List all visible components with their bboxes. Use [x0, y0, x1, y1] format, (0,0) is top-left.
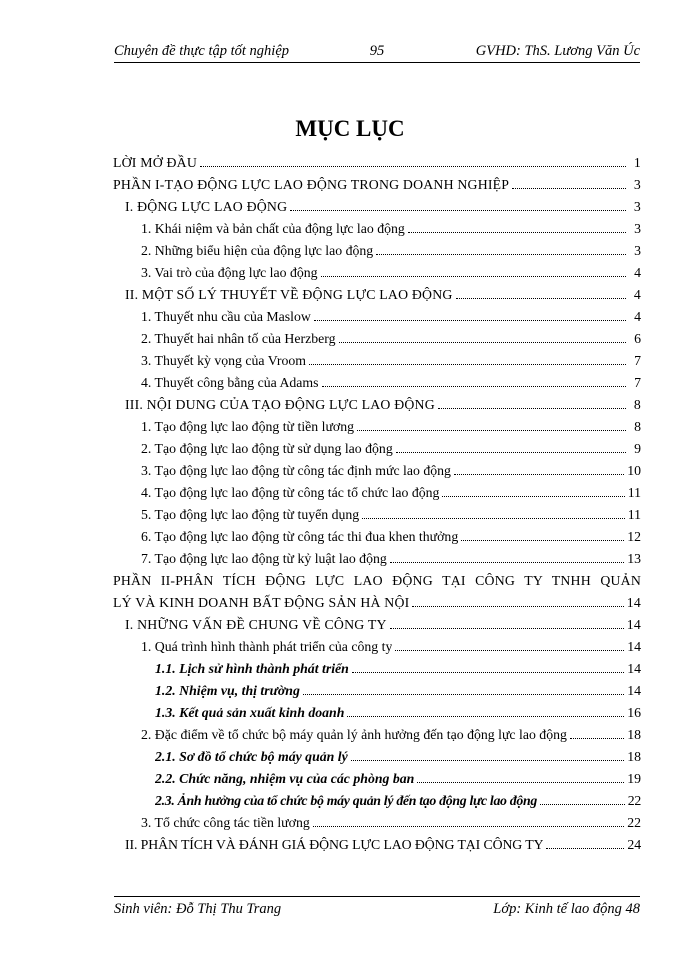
- toc-entry-page: 1: [633, 155, 641, 170]
- toc-entry-title: 2.2. Chức năng, nhiệm vụ của các phòng ban: [155, 771, 415, 786]
- toc-entry-page: 14: [626, 595, 641, 610]
- toc-entry[interactable]: [155, 682, 641, 699]
- toc-entry-line1[interactable]: PHẦN II-PHÂN TÍCH ĐỘNG LỰC LAO ĐỘNG TẠI CÔNG TY TNHH QUẢN: [113, 573, 641, 588]
- toc-entry-page: 11: [627, 507, 641, 522]
- toc-entry-title: 2.3. Ảnh hưởng của tổ chức bộ máy quản lý đến tạo động lực lao động: [155, 793, 537, 808]
- toc-entry-page: 13: [627, 551, 641, 566]
- toc-entry[interactable]: [141, 528, 641, 545]
- footer-class: Lớp: Kinh tế lao động 48: [493, 901, 640, 917]
- toc-entry-title: 1.3. Kết quả sản xuất kinh doanh: [155, 705, 345, 720]
- toc-leader: [347, 716, 624, 717]
- toc-entry-title: 1. Quá trình hình thành phát triển của công ty: [141, 639, 393, 654]
- toc-entry[interactable]: [141, 506, 641, 523]
- toc-entry-title: 3. Tạo động lực lao động từ công tác định mức lao động: [141, 463, 451, 478]
- toc-leader: [461, 540, 624, 541]
- toc-entry-title: 4. Thuyết công bằng của Adams: [141, 375, 319, 390]
- toc-entry[interactable]: [141, 242, 641, 259]
- toc-entry-title: 3. Thuyết kỳ vọng của Vroom: [141, 353, 306, 368]
- toc-entry[interactable]: [141, 418, 641, 435]
- toc-leader: [412, 606, 623, 607]
- toc-entry-title: 2.1. Sơ đồ tổ chức bộ máy quản lý: [155, 749, 348, 764]
- page-title: MỤC LỤC: [295, 116, 405, 141]
- toc-entry-page: 3: [633, 199, 641, 214]
- toc-entry-page: 18: [627, 749, 641, 764]
- toc-leader: [313, 826, 624, 827]
- toc-leader: [512, 188, 626, 189]
- toc-leader: [408, 232, 626, 233]
- toc-entry-page: 7: [634, 353, 641, 368]
- toc-leader: [290, 210, 626, 211]
- toc-leader: [351, 760, 624, 761]
- toc-entry-title: 1. Thuyết nhu cầu của Maslow: [141, 309, 311, 324]
- toc-leader: [362, 518, 625, 519]
- header-supervisor: GVHD: ThS. Lương Văn Úc: [475, 43, 640, 59]
- toc-entry[interactable]: [141, 220, 641, 237]
- toc-entry-title: 6. Tạo động lực lao động từ công tác thi đua khen thưởng: [141, 529, 459, 544]
- toc-entry-title: LỜI MỞ ĐẦU: [113, 155, 198, 170]
- toc-entry-page: 11: [627, 485, 641, 500]
- toc-entry-title: 2. Thuyết hai nhân tố của Herzberg: [141, 331, 336, 346]
- toc-entry-page: 22: [627, 793, 641, 808]
- toc-leader: [352, 672, 624, 673]
- toc-leader: [390, 628, 624, 629]
- toc-entry[interactable]: [125, 616, 641, 633]
- toc-entry-page: 16: [627, 705, 641, 720]
- toc-entry-title: PHẦN I-TẠO ĐỘNG LỰC LAO ĐỘNG TRONG DOANH NGHIỆP: [113, 177, 510, 192]
- toc-entry-title: II. MỘT SỐ LÝ THUYẾT VỀ ĐỘNG LỰC LAO ĐỘNG: [125, 287, 453, 302]
- toc-entry-title: 1.1. Lịch sử hình thành phát triển: [155, 661, 349, 676]
- toc-entry[interactable]: [141, 814, 641, 831]
- toc-entry-page: 3: [634, 221, 641, 236]
- toc-entry[interactable]: [113, 176, 641, 193]
- toc-entry-page: 18: [627, 727, 641, 742]
- toc-entry[interactable]: [141, 308, 641, 325]
- toc-leader: [438, 408, 626, 409]
- toc-entry[interactable]: [155, 660, 641, 677]
- toc-entry-title: 5. Tạo động lực lao động từ tuyển dụng: [141, 507, 360, 522]
- toc-leader: [417, 782, 624, 783]
- toc-entry[interactable]: [141, 374, 641, 391]
- page-header: [114, 40, 640, 63]
- toc-entry[interactable]: [155, 770, 641, 787]
- toc-entry-page: 14: [626, 617, 641, 632]
- toc-entry-page: 9: [634, 441, 641, 456]
- toc-entry-title: 2. Tạo động lực lao động từ sử dụng lao động: [141, 441, 393, 456]
- toc-entry[interactable]: [141, 638, 641, 655]
- toc-entry[interactable]: [141, 484, 641, 501]
- toc-entry-title: 1.2. Nhiệm vụ, thị trường: [155, 683, 300, 698]
- toc-entry[interactable]: [125, 286, 641, 303]
- toc-entry-title: I. ĐỘNG LỰC LAO ĐỘNG: [125, 199, 288, 214]
- toc-entry-title: 1. Khái niệm và bản chất của động lực lao động: [141, 221, 405, 236]
- toc-entry-page: 4: [634, 265, 641, 280]
- toc-entry[interactable]: [155, 748, 641, 765]
- page-footer: [114, 896, 640, 917]
- toc-entry[interactable]: [141, 462, 641, 479]
- toc-entry[interactable]: [125, 396, 641, 413]
- footer-student: Sinh viên: Đỗ Thị Thu Trang: [114, 901, 282, 917]
- toc-entry-page: 7: [634, 375, 641, 390]
- toc-entry-page: 6: [634, 331, 641, 346]
- toc-entry-page: 14: [627, 639, 641, 654]
- toc-entry-title: 1. Tạo động lực lao động từ tiền lương: [141, 419, 355, 434]
- toc-leader: [339, 342, 627, 343]
- toc-leader: [546, 848, 624, 849]
- toc-entry-title: II. PHÂN TÍCH VÀ ĐÁNH GIÁ ĐỘNG LỰC LAO ĐỘNG TẠI CÔNG TY: [125, 837, 544, 852]
- toc-entry[interactable]: [113, 594, 641, 611]
- toc-entry[interactable]: [155, 704, 641, 721]
- toc-leader: [396, 452, 626, 453]
- toc-entry-page: 12: [627, 529, 641, 544]
- toc-entry[interactable]: [141, 550, 641, 567]
- toc-entry-title: 4. Tạo động lực lao động từ công tác tổ chức lao động: [141, 485, 440, 500]
- toc-entry[interactable]: [141, 352, 641, 369]
- toc-entry[interactable]: [141, 330, 641, 347]
- toc-leader: [456, 298, 626, 299]
- toc-entry[interactable]: [141, 264, 641, 281]
- toc-leader: [395, 650, 624, 651]
- toc-entry-page: 4: [634, 309, 641, 324]
- toc-leader: [309, 364, 626, 365]
- toc-entry-page: 22: [627, 815, 641, 830]
- toc-entry-page: 24: [627, 837, 641, 852]
- toc-leader: [442, 496, 624, 497]
- toc-entry-title: 2. Đặc điểm về tổ chức bộ máy quản lý ảnh hưởng đến tạo động lực lao động: [141, 727, 567, 742]
- toc-leader: [321, 276, 626, 277]
- toc-leader: [200, 166, 626, 167]
- toc-entry-page: 19: [627, 771, 641, 786]
- toc-leader: [390, 562, 624, 563]
- toc-entry-page: 3: [633, 177, 641, 192]
- toc-entry-title: III. NỘI DUNG CỦA TẠO ĐỘNG LỰC LAO ĐỘNG: [125, 397, 435, 412]
- toc-entry-title: I. NHỮNG VẤN ĐỀ CHUNG VỀ CÔNG TY: [125, 617, 387, 632]
- toc-entry[interactable]: [141, 726, 641, 743]
- toc-leader: [314, 320, 626, 321]
- toc-entry-page: 10: [627, 463, 641, 478]
- toc-entry-page: 14: [627, 683, 641, 698]
- toc-entry-page: 8: [634, 419, 641, 434]
- toc-entry-page: 4: [633, 287, 641, 302]
- toc-entry[interactable]: [141, 440, 641, 457]
- toc-entry-title: 3. Tổ chức công tác tiền lương: [141, 815, 310, 830]
- toc-entry[interactable]: [113, 154, 641, 171]
- toc-entry-title: 2. Những biểu hiện của động lực lao động: [141, 243, 374, 258]
- toc-entry-page: 8: [633, 397, 641, 412]
- toc-leader: [570, 738, 624, 739]
- toc-entry[interactable]: [125, 836, 641, 853]
- toc-leader: [540, 804, 625, 805]
- toc-leader: [376, 254, 626, 255]
- header-doc-title: Chuyên đề thực tập tốt nghiệp: [114, 43, 290, 59]
- toc-entry-title: LÝ VÀ KINH DOANH BẤT ĐỘNG SẢN HÀ NỘI: [113, 595, 410, 610]
- toc-leader: [357, 430, 626, 431]
- toc-entry[interactable]: [125, 198, 641, 215]
- toc-entry-title: 7. Tạo động lực lao động từ kỷ luật lao động: [141, 551, 387, 566]
- toc-entry-title: 3. Vai trò của động lực lao động: [141, 265, 318, 280]
- toc-entry-page: 14: [627, 661, 641, 676]
- toc-leader: [303, 694, 624, 695]
- toc-entry[interactable]: [155, 792, 641, 809]
- toc-leader: [454, 474, 624, 475]
- toc-entry-page: 3: [634, 243, 641, 258]
- toc-leader: [322, 386, 626, 387]
- header-page-number: 95: [369, 43, 385, 59]
